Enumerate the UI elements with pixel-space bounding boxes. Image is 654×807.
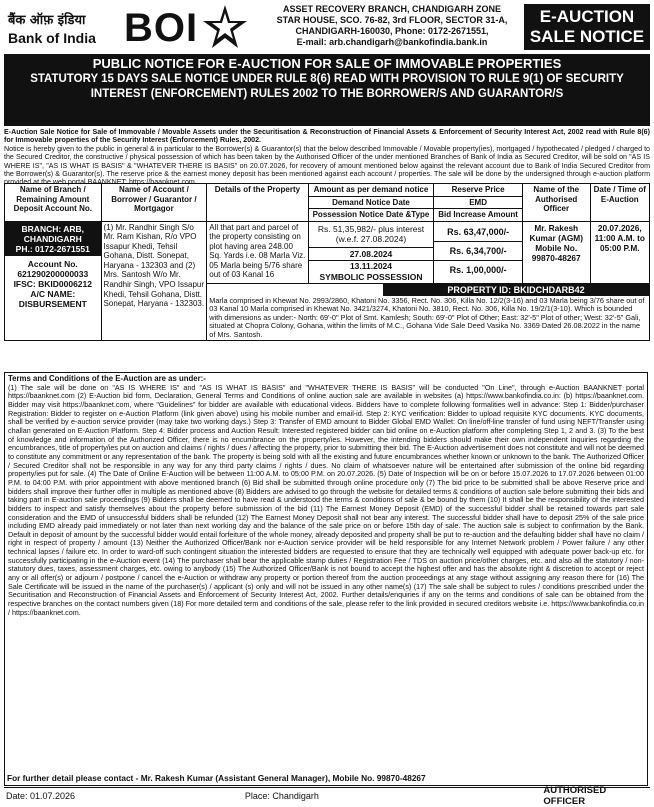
officer-cell [522, 221, 590, 283]
property-id-wrap [207, 284, 649, 296]
terms-body: (1) The sale will be done on "AS IS WHERE IS" and "AS IS WHAT IS BASIS" and "WHATEVER THERE IS BASIS" will be conducted "On Line", through e-Auction BAANKNET portal https://baanknet.com (2) E-Auction bid form, Declaration, General Terms and Conditions of online auction sale are available in websites (a) https://www.bankofindia.co.in: (b) https://baanknet.com. Bidder may visit https://baanknet.com, where "Guidelines" for bidder are available with educational videos. Bidders have to complete following formalities well in advance: Step 1: Bidder/purchaser Registration: Bidder to register on e-Auction Platform (link given above) using his mobile number and email-id. Step 2: KYC verification: Bidder to upload requisite KYC documents. KYC documents, shall be verified by e-auction service provider (may take two working days.) Step 3: Transfer of EMD amount to Bidder Global EMD Wallet: On line/off-line transfer of fund using NEFT/Transfer using challan generated on E-Auction Platform. Step 4: Bidder process and Auction Result: Interested registered bidder can bid online on e-Auction platform after completing Step 1, 2 and 3. (3) To the best of knowledge and information of the Authorized Officer, there is no encumbrance on the property/ies. However, the intending bidders should make their own independent inquiries regarding the encumbrances, title of property/ies put on auction and claims / rights / dues / affecting the property, prior to submitting their bid. The E-Auction advertisement does not constitute and will not be deemed to constitute any commitment or any representation of the bank. The property is being sold with all the existing and future encumbrances whether known or unknown to the bank. The Authorized Officer / Secured Creditor shall not be responsible in any way for any third party claims / rights / dues. No claim of whatsoever nature will be entertained after submission of the online bid regarding property/ies put for sale. (4) The Date of Online E-Auction will be between 11:00 A.M. to 05:00 P.M. on 20.07.2026. (5) Date of Inspection will be on or before 15.07.2026 to 17.07.2026 between 01:00 P.M. to 04:00 P.M. with prior appointment with above mentioned branch (6) Bid shall be submitted through online procedure only (7) The bid price to be submitted shall be above Reserve price and bidders shall improve their further offer in multiple as mentioned above (8) Bidders are advised to go through the website for detailed terms & conditions of auction sale before submitting their bids and taking part in E-auction sale proceedings (9) Bidders shall be deemed to have read & understood the terms & conditions of sale & be bound by them (10) It shall be the responsibility of the interested bidders to inspect and satisfy themselves about the property before submission of the bid (11) The Earnest Money Deposit (EMD) of the successful bidder shall be retained towards part sale consideration and the EMD of unsuccessful bidders shall be refunded (12) The Earnest Money Deposit shall not bear any interest. The successful bidder shall have to deposit 25% of the sale price including EMD already paid immediately or not later than next working day and the balance of the sale price on or before 15th day of sale. The auction sale is subject to confirmation by the Bank. Default in deposit of amount by the successful bidder would entail forfeiture of the whole money, already deposited and property shall be put to re-auction and the defaulting bidder shall have no claim / right in respect of property / amount (13) Neither the Authorized Officer/Bank nor e-Auction service provider will be held responsible for any Internet Network problem / Power failure / any other technical lapses / failure etc. In order to ward-off such contingent situation the interested bidders are requested to ensure that they are technically well equipped with adequate power back-up etc. for successfully participating in the e-Auction event (14) The purchaser shall bear the applicable stamp duties / Registration Fee / TDS on auction price/other charges, etc. and also all the statutory / non-statutory dues, taxes, assessment charges, etc. owing to anybody (15) The Authorized Officer/Bank is not bound to accept the highest offer and has the absolute right & discretion to accept or reject any or all offer(s) or adjourn / postpone / cancel the e-Auction or withdraw any property or portion thereof from the auction proceedings at any stage without assigning any reason there for (16) The Sale Certificate will be issued in the name of the purchaser(s) / applicant (s) only and will not be issued in any other name(s) (17) The sale shall be subject to rules / conditions prescribed under the Securitisation and Reconstruction of Financial Assets and Enforcement of Security Interest Act, 2002. Further details/enquiries if any on the terms and conditions of sale can be obtained from the respective branches on the contact numbers given (18) For more detailed term and conditions of the sale, please refer to the link provided in secured creditors website i.e. https://www.bankofindia.co.in / https://baanknet.com. [8, 382, 644, 617]
branch-phone: PH.: 0172-2671551 [15, 243, 90, 254]
footer-date: Date: 01.07.2026 [6, 791, 76, 801]
amount-cell [308, 221, 434, 283]
banner-subtitle: STATUTORY 15 DAYS SALE NOTICE UNDER RULE 8(6) READ WITH PROVISION TO RULE 9(1) OF SECURITY [30, 73, 624, 85]
ac-name-label: A/C NAME: [30, 288, 76, 299]
header-bid-increase: Bid Increase Amount [434, 209, 522, 222]
star-icon [202, 4, 248, 50]
price-cell [434, 221, 522, 283]
footer-place: Place: Chandigarh [244, 791, 319, 801]
header-datetime: Date / Time of E-Auction [590, 184, 649, 222]
logo-mark-text: BOI [124, 6, 199, 50]
address-line: STAR HOUSE, SCO. 76-82, 3rd FLOOR, SECTOR 31-A, [276, 15, 508, 25]
intro-text [4, 128, 650, 187]
banner-title: PUBLIC NOTICE FOR E-AUCTION FOR SALE OF IMMOVABLE PROPERTIES [92, 56, 562, 71]
account-number: 621290200000033 [17, 268, 89, 279]
property-long: Marla comprised in Khewat No. 2993/2860, Khatoni No. 3356, Rect. No. 306, Killa No. 12/2(3-16) and 03 Marla being 3/76 share out of 03 Kanal 10 Marla comprised in Khewat No. 3421/3274, Khatoni No. 3810, Rect. No. 306, Killa No. 19/2/1(3-10). Which is bounded with dimensions as under:- North: 69'-0" Plot of Smt. Kamlesh; South: 69'-0" Plot of Other; East: 32'-5" Plot of other; West: 32'-5" Gali, situated at Chopra Colony, Gohana, within the limits of M.C., Gohana Vide Sale Deed Vasika No. 3369 Dated 26.08.2022 in the name of Mrs. Santosh. [209, 295, 645, 339]
possession-date: 13.11.2024 [349, 260, 393, 271]
bid-increase-amount: Rs. 1,00,000/- [449, 264, 507, 275]
borrower-cell [101, 221, 207, 341]
banner-subtitle: INTEREST (ENFORCEMENT) RULES 2002 TO THE BORROWER/S AND GUARANTOR/S [90, 88, 564, 100]
notice-banner [4, 54, 650, 126]
bank-logo [4, 4, 262, 52]
ifsc-code: IFSC: BKID0006212 [13, 278, 92, 289]
contact-line: For further detail please contact - Mr. Rakesh Kumar (Assistant General Manager), Mobile No. 99870-48267 [7, 773, 426, 783]
table-row [5, 221, 650, 283]
branch-name: BRANCH: ARB, CHANDIGARH [21, 223, 85, 244]
reserve-price: Rs. 63,47,000/- [434, 222, 521, 242]
header-reserve: Reserve Price [434, 184, 522, 197]
footer-signatory: AUTHORISED OFFICER [543, 785, 607, 807]
table-header-row [5, 184, 650, 197]
header-property: Details of the Property [207, 184, 308, 222]
officer-details: Mr. Rakesh Kumar (AGM) Mobile No. 99870-48267 [529, 222, 583, 263]
property-id: PROPERTY ID: BKIDCHDARB42 [383, 284, 649, 296]
address-line: E-mail: arb.chandigarh@bankofindia.bank.in [296, 37, 488, 47]
auction-datetime: 20.07.2026, 11:00 A.M. to 05:00 P.M. [594, 222, 645, 253]
ac-name: DISBURSEMENT [18, 298, 87, 309]
property-cell [207, 221, 308, 283]
eauction-badge [524, 4, 650, 50]
property-short: All that part and parcel of the property consisting on plot having area 248.00 Sq. Yards i.e. 08 Marla Viz. 05 Marla being 5/76 share out of 03 Kanal 16 [209, 222, 306, 280]
header-demand-date: Demand Notice Date [308, 196, 434, 209]
header-branch: Name of Branch / Remaining Amount Deposit Account No. [5, 184, 102, 222]
intro-paragraph: E-Auction Sale Notice for Sale of Immovable / Movable Assets under the Securitisation & Reconstruction of Financial Assets & Enforcement of Security Interest Act, 2002 read with Rule 8(6) for Immovable properties of the Security Interest (Enforcement) Rules, 2002. [4, 128, 650, 145]
demand-amount: Rs. 51,35,982/- plus interest (w.e.f. 27.08.2024) [309, 222, 434, 248]
footer [4, 785, 650, 807]
address-line: ASSET RECOVERY BRANCH, CHANDIGARH ZONE [282, 4, 502, 14]
header-officer: Name of the Authorised Officer [522, 184, 590, 222]
branch-address [262, 4, 522, 48]
branch-box [5, 222, 101, 256]
terms-section [4, 372, 648, 786]
branch-cell [5, 221, 102, 341]
header [4, 4, 650, 52]
header-account: Name of Account / Borrower / Guarantor / Mortgagor [101, 184, 207, 222]
intro-paragraph: Notice is hereby given to the public in general & in particular to the Borrower(s) & Guarantor(s) that the below described Immovable / Movable property(ies), mortgaged / hypothecated / pledged / charged to the Secured Creditor, the constructive / physical possession of which has been taken by the Authorised Officer of the under mentioned Branches of Bank of India as Secured Creditor, will be sold on "AS IS WHERE IS", "AS IS WHAT IS BASIS" & "WHATEVER THERE IS BASIS" on 20.07.2026, for recovery of amount mentioned below against the relevant account due to Bank of India Secured Creditor from the Borrower(s) & Guarantor(s). The reserve price & the earnest money deposit has been mentioned against each account / properties. The sale will be done by the undersigned through e-auction platform provided at the web portal BAANKNET: https://baanknet.com. [4, 144, 650, 187]
borrower-details: (1) Mr. Randhir Singh S/o Mr. Ram Kishan, R/o VPO Issapur Khedi, Tehsil Gohana, Distt. Sonepat, Haryana - 132303 and (2) Mrs. Santosh W/o Mr. Randhir Singh, VPO Issapur Khedi, Tehsil Gohana, Distt. Sonepat, Haryana - 132303. [103, 222, 205, 309]
address-line: CHANDIGARH-160030, Phone: 0172-2671551, [295, 26, 489, 36]
property-description-cell [207, 283, 650, 341]
demand-date: 27.08.2024 [309, 248, 434, 261]
logo-english-text: Bank of India [8, 30, 96, 46]
header-amount: Amount as per demand notice [308, 184, 434, 197]
account-label: Account No. [27, 258, 78, 269]
badge-line: E-AUCTION [539, 7, 635, 26]
header-emd: EMD [434, 196, 522, 209]
emd-amount: Rs. 6,34,700/- [434, 242, 521, 261]
logo-hindi-text: बैंक ऑफ़ इंडिया [8, 13, 86, 28]
terms-heading: Terms and Conditions of the E-Auction are as under:- [8, 374, 206, 383]
auction-table [4, 183, 650, 341]
badge-line: SALE NOTICE [529, 27, 645, 46]
datetime-cell [590, 221, 649, 283]
possession-type: SYMBOLIC POSSESSION [319, 271, 423, 282]
header-possession-date: Possession Notice Date &Type [308, 209, 434, 222]
